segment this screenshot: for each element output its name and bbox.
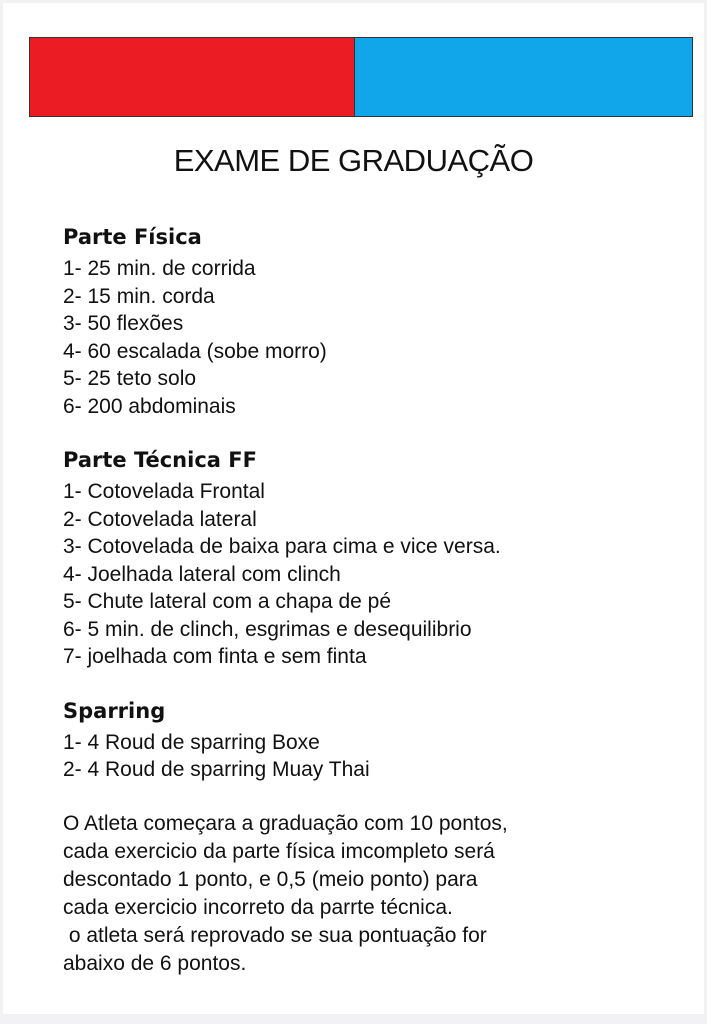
document-page: [3, 3, 704, 1014]
list-item: 5- 25 teto solo: [63, 367, 197, 390]
paragraph-line: o atleta será reprovado se sua pontuação for: [63, 923, 487, 947]
paragraph-line: cada exercicio da parte física imcompleto será: [63, 839, 495, 863]
flag-red-stripe: [30, 38, 355, 116]
section-sparring: [63, 697, 663, 784]
section-heading: Parte Física: [63, 225, 202, 249]
section-parte-tecnica: [63, 446, 663, 671]
list-item: 5- Chute lateral com a chapa de pé: [63, 590, 392, 613]
list-item: 1- Cotovelada Frontal: [63, 480, 265, 503]
section-parte-fisica: [63, 223, 663, 420]
list-item: 2- 15 min. corda: [63, 284, 215, 308]
exercise-list: [63, 255, 663, 420]
list-item: 6- 5 min. de clinch, esgrimas e desequilibrio: [63, 617, 472, 641]
flag-blue-stripe: [355, 38, 692, 116]
paragraph-line: O Atleta começara a graduação com 10 pontos,: [63, 811, 508, 835]
list-item: 4- Joelhada lateral com clinch: [63, 562, 341, 586]
rules-paragraph: [63, 810, 663, 978]
page-title: EXAME DE GRADUAÇÃO: [173, 143, 534, 178]
section-heading: Sparring: [63, 698, 166, 723]
exercise-list: [63, 478, 663, 671]
list-item: 1- 25 min. de corrida: [63, 257, 256, 280]
list-item: 1- 4 Roud de sparring Boxe: [63, 730, 320, 754]
flag-banner: [29, 37, 693, 117]
content: [63, 223, 663, 978]
list-item: 2- 4 Roud de sparring Muay Thai: [63, 758, 370, 781]
list-item: 6- 200 abdominais: [63, 394, 236, 418]
list-item: 3- Cotovelada de baixa para cima e vice versa.: [63, 535, 501, 558]
list-item: 3- 50 flexões: [63, 312, 184, 335]
list-item: 4- 60 escalada (sobe morro): [63, 339, 327, 363]
paragraph-line: abaixo de 6 pontos.: [63, 951, 247, 975]
list-item: 2- Cotovelada lateral: [63, 507, 257, 531]
section-heading: Parte Técnica FF: [63, 448, 257, 472]
exercise-list: [63, 729, 663, 784]
paragraph-line: cada exercicio incorreto da parrte técnica.: [63, 895, 453, 919]
paragraph-line: descontado 1 ponto, e 0,5 (meio ponto) para: [63, 867, 478, 891]
list-item: 7- joelhada com finta e sem finta: [63, 645, 367, 668]
